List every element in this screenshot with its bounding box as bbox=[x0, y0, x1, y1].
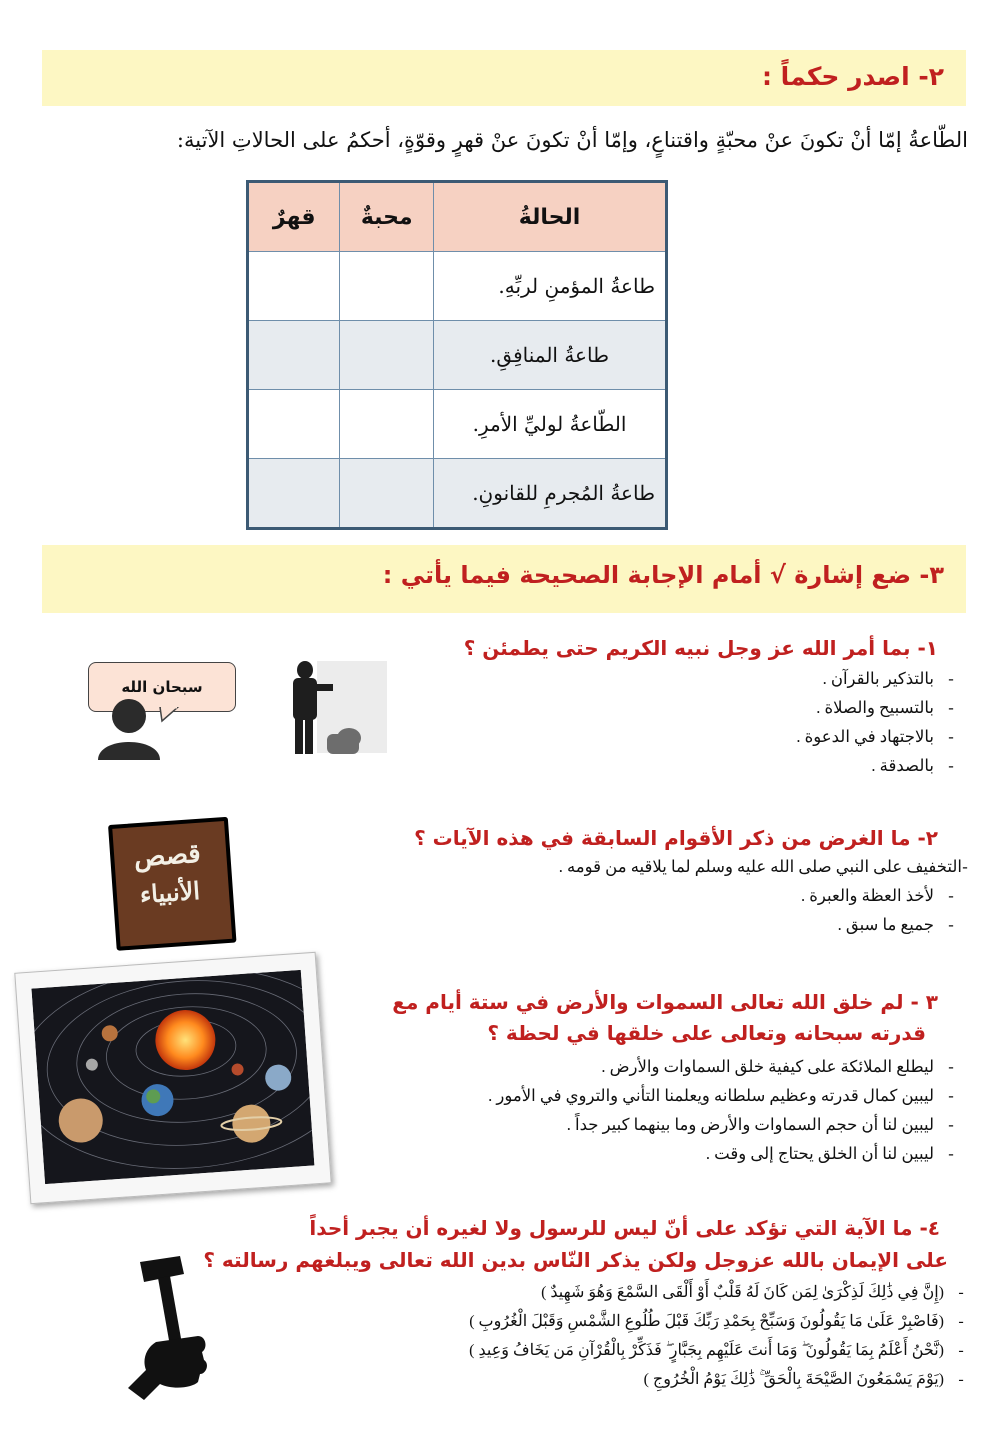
option[interactable]: -ليطلع الملائكة على كيفية خلق السماوات والأرض . bbox=[601, 1057, 954, 1076]
option[interactable]: -لأخذ العظة والعبرة . bbox=[801, 886, 954, 905]
love-answer-cell[interactable] bbox=[340, 390, 434, 459]
option[interactable]: -بالاجتهاد في الدعوة . bbox=[796, 727, 954, 746]
option[interactable]: -(فَاصْبِرْ عَلَىٰ مَا يَقُولُونَ وَسَبِّحْ بِحَمْدِ رَبِّكَ قَبْلَ طُلُوعِ الشَّمْسِ وَقَبْلَ الْغُرُوبِ ) bbox=[469, 1313, 964, 1330]
option[interactable]: -بالتذكير بالقرآن . bbox=[822, 669, 954, 688]
love-answer-cell[interactable] bbox=[340, 252, 434, 321]
header-force: قهرٌ bbox=[248, 182, 340, 252]
question-4-title-line-1: ٤- ما الآية التي تؤكد على أنّ ليس للرسول ولا لغيره أن يجبر أحداً bbox=[309, 1216, 940, 1240]
question-3-title-line-1: ٣ - لم خلق الله تعالى السموات والأرض في ستة أيام مع bbox=[392, 990, 938, 1014]
force-answer-cell[interactable] bbox=[248, 252, 340, 321]
question-4 bbox=[188, 1212, 964, 1394]
option[interactable]: -ليبين لنا أن الخلق يحتاج إلى وقت . bbox=[705, 1144, 954, 1163]
question-2 bbox=[218, 826, 968, 939]
person-icon bbox=[96, 694, 162, 762]
force-answer-cell[interactable] bbox=[248, 459, 340, 529]
solar-system-image bbox=[14, 952, 331, 1205]
force-answer-cell[interactable] bbox=[248, 321, 340, 390]
case-cell: طاعةُ المنافِقِ. bbox=[434, 321, 667, 390]
question-4-options bbox=[188, 1278, 978, 1394]
section3-header-band bbox=[42, 545, 966, 613]
section2-title: ٢- اصدر حكماً : bbox=[761, 62, 944, 91]
option[interactable]: -ليبين لنا أن حجم السماوات والأرض وما بينهما كبير جداً . bbox=[566, 1115, 954, 1134]
love-answer-cell[interactable] bbox=[340, 321, 434, 390]
love-answer-cell[interactable] bbox=[340, 459, 434, 529]
option[interactable]: -بالتسبيح والصلاة . bbox=[816, 698, 954, 717]
question-1-title: ١- بما أمر الله عز وجل نبيه الكريم حتى يطمئن ؟ bbox=[463, 636, 938, 660]
question-2-title: ٢- ما الغرض من ذكر الأقوام السابقة في هذه الآيات ؟ bbox=[414, 826, 938, 850]
option[interactable]: -جميع ما سبق . bbox=[837, 915, 954, 934]
force-answer-cell[interactable] bbox=[248, 390, 340, 459]
hammer-fist-icon bbox=[122, 1252, 212, 1402]
option[interactable]: -(إِنَّ فِي ذَٰلِكَ لَذِكْرَىٰ لِمَن كَانَ لَهُ قَلْبٌ أَوْ أَلْقَى السَّمْعَ وَهُوَ شَهِيدٌ ) bbox=[541, 1284, 964, 1301]
case-cell: طاعةُ المُجرمِ للقانونِ. bbox=[434, 459, 667, 529]
option[interactable]: -بالصدقة . bbox=[871, 756, 954, 775]
header-love: محبةٌ bbox=[340, 182, 434, 252]
question-3 bbox=[298, 986, 954, 1168]
case-cell: الطّاعةُ لوليِّ الأمرِ. bbox=[434, 390, 667, 459]
question-3-options bbox=[298, 1052, 968, 1168]
question-3-title-line-2: قدرته سبحانه وتعالى على خلقها في لحظة ؟ bbox=[487, 1021, 926, 1045]
book-title-line-1: قصص bbox=[132, 838, 202, 874]
section2-header-band bbox=[42, 50, 966, 106]
question-2-options bbox=[218, 852, 968, 939]
question-4-title-line-2: على الإيمان بالله عزوجل ولكن يذكر النّاس بدين الله تعالى ويبلغهم رسالته ؟ bbox=[203, 1248, 948, 1272]
option[interactable]: -(يَوْمَ يَسْمَعُونَ الصَّيْحَةَ بِالْحَقِّ ۚ ذَٰلِكَ يَوْمُ الْخُرُوجِ ) bbox=[643, 1371, 964, 1388]
option[interactable]: -التخفيف على النبي صلى الله عليه وسلم لما يلاقيه من قومه . bbox=[558, 857, 968, 876]
case-cell: طاعةُ المؤمنِ لربِّهِ. bbox=[434, 252, 667, 321]
speech-bubble: سبحان الله bbox=[88, 662, 236, 712]
book-title-line-2: الأنبياء bbox=[138, 875, 201, 910]
section2-intro: الطّاعةُ إمّا أنْ تكونَ عنْ محبّةٍ واقتناعٍ، وإمّا أنْ تكونَ عنْ قهرٍ وقوّةٍ، أحكمُ على الحالاتِ الآتية: bbox=[176, 128, 968, 152]
judgement-table bbox=[246, 180, 668, 530]
option[interactable]: -(نَّحْنُ أَعْلَمُ بِمَا يَقُولُونَ ۖ وَمَا أَنتَ عَلَيْهِم بِجَبَّارٍ ۖ فَذَكِّرْ بِالْقُرْآنِ مَن يَخَافُ وَعِيدِ ) bbox=[469, 1342, 964, 1359]
praying-man-image bbox=[287, 656, 389, 758]
section3-title: ٣- ضع إشارة √ أمام الإجابة الصحيحة فيما يأتي : bbox=[382, 561, 944, 589]
option[interactable]: -ليبين كمال قدرته وعظيم سلطانه ويعلمنا التأني والتروي في الأمور . bbox=[488, 1086, 954, 1105]
prophets-stories-book-image bbox=[100, 811, 239, 950]
header-case: الحالةُ bbox=[434, 182, 667, 252]
